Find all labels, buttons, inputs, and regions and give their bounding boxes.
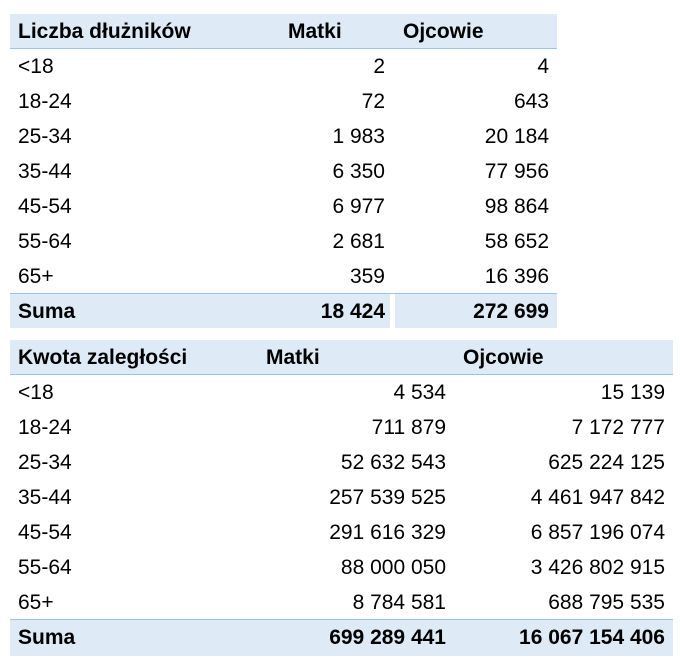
arrears-age-group: 18-24 (18, 416, 72, 439)
arrears-row (10, 480, 673, 515)
debtors-header-mothers: Matki (288, 20, 342, 43)
arrears-row (10, 445, 673, 480)
debtors-age-group: 45-54 (18, 195, 72, 218)
arrears-age-group: <18 (18, 381, 54, 404)
arrears-fathers-value: 4 461 947 842 (530, 486, 665, 509)
arrears-row (10, 550, 673, 585)
debtors-age-group: 25-34 (18, 125, 72, 148)
arrears-age-group: 45-54 (18, 521, 72, 544)
arrears-mothers-value: 257 539 525 (329, 486, 446, 509)
arrears-fathers-value: 15 139 (600, 381, 665, 404)
arrears-age-group: 25-34 (18, 451, 72, 474)
debtors-row (10, 189, 557, 224)
debtors-fathers-value: 4 (537, 55, 549, 78)
debtors-mothers-value: 72 (361, 90, 385, 113)
debtors-total-fathers: 272 699 (473, 300, 549, 323)
arrears-age-group: 65+ (18, 591, 54, 614)
debtors-mothers-value: 1 983 (332, 125, 385, 148)
debtors-age-group: 55-64 (18, 230, 72, 253)
arrears-fathers-value: 6 857 196 074 (530, 521, 665, 544)
debtors-mothers-value: 6 350 (332, 160, 385, 183)
arrears-header-mothers: Matki (266, 346, 320, 369)
arrears-fathers-value: 7 172 777 (571, 416, 665, 439)
debtors-table (10, 14, 557, 329)
debtors-row (10, 49, 557, 84)
arrears-mothers-value: 8 784 581 (352, 591, 446, 614)
arrears-age-group: 35-44 (18, 486, 72, 509)
arrears-row (10, 585, 673, 620)
arrears-fathers-value: 3 426 802 915 (530, 556, 665, 579)
debtors-total-label: Suma (18, 300, 76, 323)
debtors-age-group: 35-44 (18, 160, 72, 183)
arrears-row (10, 410, 673, 445)
debtors-fathers-value: 643 (513, 90, 549, 113)
debtors-fathers-value: 98 864 (484, 195, 549, 218)
arrears-row (10, 375, 673, 410)
arrears-fathers-value: 688 795 535 (548, 591, 665, 614)
debtors-row (10, 259, 557, 294)
debtors-fathers-value: 16 396 (484, 265, 549, 288)
arrears-total-row (10, 620, 673, 655)
debtors-total-mothers: 18 424 (320, 300, 385, 323)
debtors-row (10, 84, 557, 119)
arrears-mothers-value: 711 879 (371, 416, 446, 439)
debtors-row (10, 119, 557, 154)
arrears-table (10, 340, 673, 655)
arrears-header-fathers: Ojcowie (463, 346, 544, 369)
debtors-mothers-value: 6 977 (332, 195, 385, 218)
arrears-age-group: 55-64 (18, 556, 72, 579)
arrears-header-label: Kwota zaległości (18, 346, 188, 369)
debtors-age-group: <18 (18, 55, 54, 78)
arrears-mothers-value: 88 000 050 (340, 556, 446, 579)
arrears-row (10, 515, 673, 550)
arrears-header-row (10, 340, 673, 375)
debtors-row (10, 224, 557, 259)
arrears-fathers-value: 625 224 125 (548, 451, 665, 474)
arrears-total-fathers: 16 067 154 406 (519, 626, 665, 649)
debtors-row (10, 154, 557, 189)
debtors-header-row (10, 14, 557, 49)
debtors-header-fathers: Ojcowie (403, 20, 484, 43)
arrears-mothers-value: 4 534 (393, 381, 446, 404)
debtors-total-row (10, 294, 557, 329)
debtors-fathers-value: 77 956 (484, 160, 549, 183)
debtors-fathers-value: 20 184 (484, 125, 549, 148)
arrears-total-mothers: 699 289 441 (329, 626, 446, 649)
debtors-age-group: 65+ (18, 265, 54, 288)
debtors-mothers-value: 359 (349, 265, 385, 288)
arrears-mothers-value: 291 616 329 (329, 521, 446, 544)
debtors-mothers-value: 2 (373, 55, 385, 78)
arrears-total-label: Suma (18, 626, 76, 649)
debtors-mothers-value: 2 681 (332, 230, 385, 253)
debtors-age-group: 18-24 (18, 90, 72, 113)
debtors-fathers-value: 58 652 (484, 230, 549, 253)
debtors-header-label: Liczba dłużników (18, 20, 191, 43)
arrears-mothers-value: 52 632 543 (340, 451, 446, 474)
